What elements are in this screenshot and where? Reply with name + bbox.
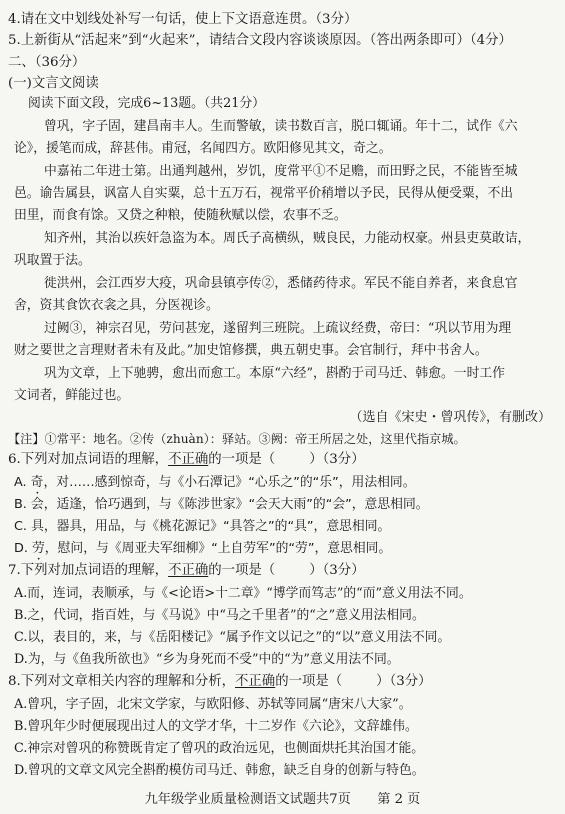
q7-option-b: B.之，代词，指百姓，与《马说》中“马之千里者”的“之”意义用法相同。 [14, 608, 425, 623]
q6-option-d: D. 劳，慰问，与《周亚夫军细柳》“上自劳军”的“劳”，意思相同。 [14, 541, 392, 556]
q6-suffix: 的一项是（ [208, 452, 276, 467]
q7-prefix: 7.下列对加点词语的理解， [8, 563, 169, 578]
q6-option-a: A. 奇，对……感到惊奇，与《小石潭记》“心乐之”的“乐”，用法相同。 [14, 475, 416, 490]
q7-negation: 不正确 [168, 563, 209, 578]
q6-dotted-word: 奇 [30, 475, 44, 490]
passage-p5-line1: 过阙③，神宗召见，劳问甚宠，遂留判三班院。上疏议经费，帝曰：“巩以节用为理 [44, 321, 512, 336]
reading-instruction: 阅读下面文段，完成6~13题。（共21分） [28, 96, 265, 111]
passage-p1-line2: 论》，援笔而成，辞甚伟。甫冠，名闻四方。欧阳修见其文，奇之。 [14, 141, 392, 156]
q6-prefix: 6.下列对加点词语的理解， [8, 452, 169, 467]
q8-option-b: B.曾巩年少时便展现出过人的文学才华，十二岁作《六论》，文辞雄伟。 [14, 719, 418, 734]
q6-dotted-word: 劳 [32, 541, 45, 556]
q7-option-d: D.为，与《鱼我所欲也》“乡为身死而不受”中的“为”意义用法不同。 [14, 652, 400, 667]
page-footer [0, 792, 565, 808]
footer-exam-title: 九年级学业质量检测语文试题共7页 [144, 792, 351, 807]
q7-suffix: 的一项是（ [208, 563, 276, 578]
q7-option-c: C.以，表目的，来，与《岳阳楼记》“属予作文以记之”的“以”意义用法不同。 [14, 630, 451, 645]
footer-page-number: 第 2 页 [377, 792, 421, 807]
q8-suffix: 的一项是（ [275, 674, 343, 689]
q7-score: ）（3分） [309, 563, 365, 578]
q8-option-d: D.曾巩的文章文风完全斟酌模仿司马迁、韩愈，缺乏自身的创新与特色。 [14, 763, 425, 778]
question-5: 5.上新街从“活起来”到“火起来”，请结合文段内容谈谈原因。（答出两条即可）（4分） [8, 33, 512, 48]
question-4: 4.请在文中划线处补写一句话，使上下文语意连贯。（3分） [8, 12, 358, 27]
question-7 [8, 563, 365, 579]
passage-p3-line2: 巩取置于法。 [14, 253, 91, 268]
q6-score: ）（3分） [309, 452, 365, 467]
question-8 [8, 674, 432, 690]
q6-option-c: C. 具，器具，用品，与《桃花源记》“具答之”的“具”，意思相同。 [14, 519, 391, 534]
passage-p4-line2: 舍，资其食饮衣衾之具，分医视诊。 [14, 298, 219, 313]
passage-p6-line2: 文词者，鲜能过也。 [14, 388, 130, 403]
section-heading: 二、（36分） [8, 55, 86, 70]
passage-p1-line1: 曾巩，字子固，建昌南丰人。生而警敏，读书数百言，脱口辄诵。年十二，试作《六 [44, 119, 518, 134]
q6-negation: 不正确 [168, 452, 209, 467]
passage-p2-line3: 田里，而食有馀。又贷之种粮，使随秋赋以偿，农事不乏。 [14, 208, 347, 223]
passage-source: （选自《宋史・曾巩传》，有删改） [349, 410, 551, 425]
q8-negation: 不正确 [235, 674, 276, 689]
passage-p3-line1: 知齐州，其治以疾奸急盗为本。周氏子高横纵，贼良民，力能动权豪。州县吏莫敢诘， [44, 231, 531, 246]
q6-option-b: B. 会，适逢，恰巧遇到，与《陈涉世家》“会天大雨”的“会”，意思相同。 [14, 497, 429, 512]
passage-p4-line1: 徙洪州，会江西岁大疫，巩命县镇亭传②，悉储药待求。军民不能自养者，来食息官 [44, 276, 518, 291]
passage-p6-line1: 巩为文章，上下驰骋，愈出而愈工。本原“六经”，斟酌于司马迁、韩愈。一时工作 [44, 366, 505, 381]
q8-score: ）（3分） [376, 674, 432, 689]
passage-notes: 【注】①常平：地名。②传（zhuàn）：驿站。③阙：帝王所居之处，这里代指京城。 [8, 432, 466, 446]
question-6 [8, 452, 365, 468]
passage-p2-line1: 中嘉祐二年进士第。出通判越州，岁饥，度常平①不足赡，而田野之民，不能皆至城 [44, 164, 518, 179]
section-subheading: (一)文言文阅读 [8, 76, 99, 91]
q8-prefix: 8.下列对文章相关内容的理解和分析， [8, 674, 236, 689]
passage-p5-line2: 财之要世之言理财者未有及此。”加史馆修撰，典五朝史事。会官制行，拜中书舍人。 [14, 343, 488, 358]
q7-option-a: A.而，连词，表顺承，与《<论语>十二章》“博学而笃志”的“而”意义用法不同。 [14, 586, 472, 601]
q8-option-a: A.曾巩，字子固，北宋文学家，与欧阳修、苏轼等同属“唐宋八大家”。 [14, 697, 412, 712]
q8-option-c: C.神宗对曾巩的称赞既肯定了曾巩的政治远见，也侧面烘托其治国才能。 [14, 741, 425, 756]
passage-p2-line2: 邑。谕告属县，讽富人自实粟，总十五万石，视常平价稍增以予民，民得从便受粟，不出 [14, 186, 514, 201]
